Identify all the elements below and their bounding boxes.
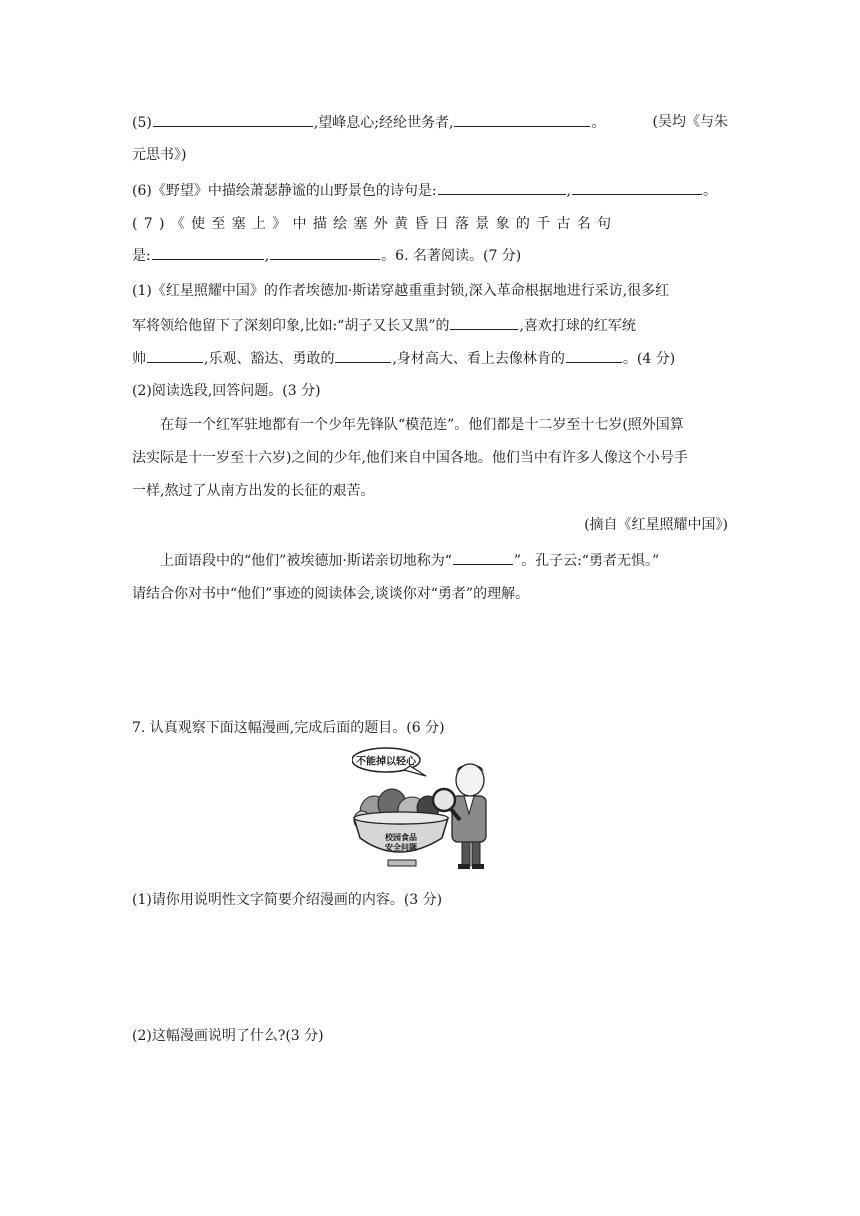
speech-bubble-tail: [404, 766, 426, 776]
man-shoe: [458, 864, 470, 869]
passage-source: (摘自《红星照耀中国》): [584, 517, 728, 533]
q7-comma: ,: [264, 248, 270, 264]
q7-label: 是:: [132, 248, 151, 264]
q6-1-line3: [132, 348, 728, 369]
section-6-title: 。6. 名著阅读。(7 分): [381, 248, 522, 264]
answer-blank[interactable]: [453, 550, 513, 565]
man-shoe: [472, 864, 484, 869]
q6-1-line2: [132, 315, 728, 336]
answer-blank[interactable]: [270, 245, 380, 260]
q7-line: [132, 245, 728, 266]
answer-blank[interactable]: [147, 348, 203, 363]
q6-1-text: ,身材高大、看上去像林肯的: [392, 351, 565, 367]
food-safety-cartoon: [352, 746, 500, 872]
bubble-text: 不能掉以轻心: [356, 756, 416, 768]
q6-2-text: 请结合你对书中“他们”事迹的阅读体会,谈谈你对“勇者”的理解。: [132, 586, 530, 602]
bowl-label-2: 安全问题: [385, 843, 417, 852]
bowl-base: [388, 860, 416, 866]
answer-blank[interactable]: [572, 180, 702, 195]
answer-blank[interactable]: [454, 112, 590, 127]
man-leg: [472, 842, 480, 866]
q6-2-title: (2)阅读选段,回答问题。(3 分): [132, 383, 321, 399]
q6-comma: ,: [566, 183, 571, 199]
passage-line: 法实际是十一岁至十六岁)之间的少年,他们来自中国各地。他们当中有许多人像这个小号手: [132, 450, 688, 466]
q5-line: [132, 112, 728, 133]
q6-1-text: ,乐观、豁达、勇敢的: [204, 351, 335, 367]
q5-text: ,望峰息心;经纶世务者,: [313, 115, 454, 131]
passage-line: 一样,熬过了从南方出发的长征的艰苦。: [132, 483, 375, 499]
answer-blank[interactable]: [152, 245, 264, 260]
man-leg: [462, 842, 470, 866]
q6-1-text: (1)《红星照耀中国》的作者埃德加·斯诺穿越重重封锁,深入革命根据地进行采访,很多红: [132, 283, 670, 299]
q5-end: 。: [591, 115, 606, 131]
q6-line: [132, 180, 728, 201]
q6-1-text: ,喜欢打球的红军统: [519, 318, 636, 334]
answer-blank[interactable]: [335, 348, 391, 363]
q7-sub1: (1)请你用说明性文字简要介绍漫画的内容。(3 分): [132, 892, 443, 908]
q7-text: (7)《使至塞上》中描绘塞外黄昏日落景象的千古名句: [132, 216, 618, 232]
magnifier-icon: [433, 789, 455, 811]
bowl-rim: [354, 812, 448, 824]
answer-blank[interactable]: [566, 348, 622, 363]
q6-text: (6)《野望》中描绘萧瑟静谧的山野景色的诗句是:: [132, 183, 437, 199]
answer-blank[interactable]: [450, 315, 518, 330]
bowl-label-1: 校园食品: [385, 833, 417, 842]
q6-1-text: 军将领给他留下了深刻印象,比如:“胡子又长又黑”的: [132, 318, 450, 334]
answer-blank[interactable]: [153, 112, 313, 127]
q6-end: 。: [703, 183, 717, 199]
q7-sub2: (2)这幅漫画说明了什么?(3 分): [132, 1028, 324, 1044]
q5-source-cont: 元思书》): [132, 147, 187, 163]
q5-source: (吴均《与朱: [652, 114, 728, 130]
q5-label: (5): [132, 115, 152, 131]
q6-1-points: 。(4 分): [622, 351, 676, 367]
q6-1-text: 帅: [132, 351, 146, 367]
answer-blank[interactable]: [438, 180, 566, 195]
q7-comic-title: 7. 认真观察下面这幅漫画,完成后面的题目。(6 分): [132, 720, 445, 736]
q6-2-text: ”。孔子云:“勇者无惧。”: [513, 553, 660, 569]
passage-line: 在每一个红军驻地都有一个少年先锋队“模范连”。他们都是十二岁至十七岁(照外国算: [160, 417, 684, 433]
q6-2-ask: [160, 550, 728, 571]
q6-2-text: 上面语段中的“他们”被埃德加·斯诺亲切地称为“: [160, 553, 452, 569]
man-head: [456, 764, 484, 796]
